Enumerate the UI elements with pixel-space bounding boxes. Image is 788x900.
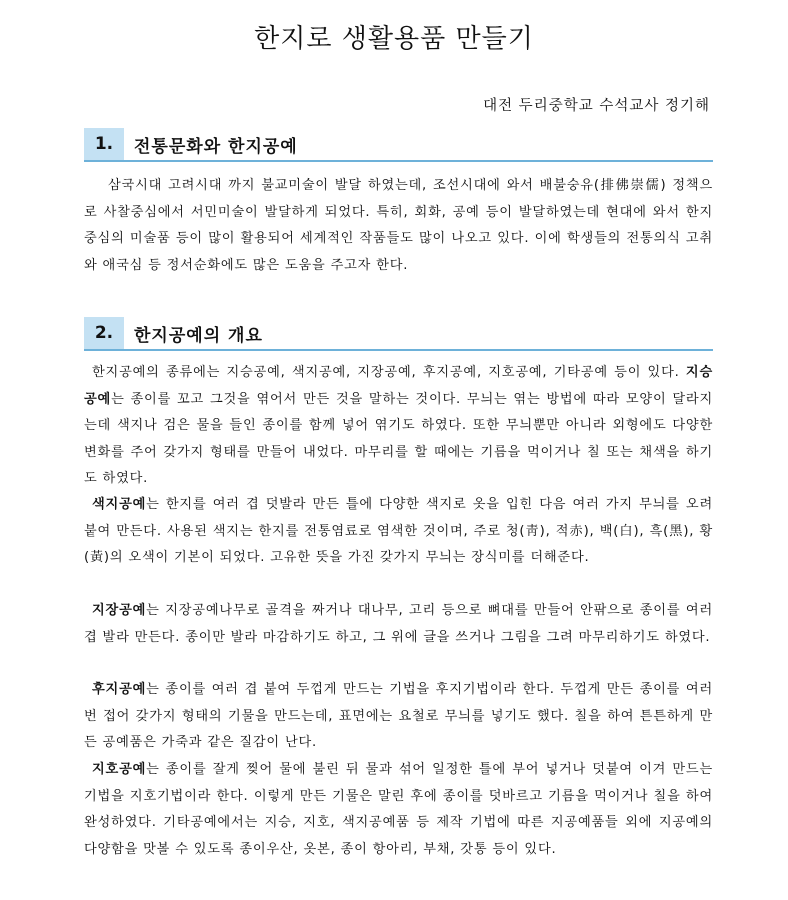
desc-jiseung: 는 종이를 꼬고 그것을 엮어서 만든 것을 말하는 것이다. 무늬는 엮는 방법에 따라 모양이 달라지는데 색지나 검은 물을 들인 종이를 함께 넣어 엮기도 하였다. 또한 무늬뿐만 아니라 외형에도 다양한 변화를 주어 갖가지 형태를 만들어 내었다. 마무리를 할 때에는 기름을 먹이거나 칠 또는 채색을 하기도 하였다. <box>84 391 713 486</box>
author-line: 대전 두리중학교 수석교사 정기해 <box>483 98 710 114</box>
section-2-paragraph-saekji <box>84 492 713 572</box>
section-1-heading <box>84 128 713 162</box>
term-jiseung: 지승공예 <box>84 365 713 407</box>
section-2-title: 한지공예의 개요 <box>134 325 263 346</box>
section-1-paragraph: 삼국시대 고려시대 까지 불교미술이 발달 하였는데, 조선시대에 와서 배불숭유(排佛崇儒) 정책으로 사찰중심에서 서민미술이 발달하게 되었다. 특히, 회화, 공예 등이 발달하였는데 현대에 와서 한지 중심의 미술품 등이 많이 활용되어 세계적인 작품들도 많이 나오고 있다. 이에 학생들의 전통의식 고취와 애국심 등 정서순화에도 많은 도움을 주고자 한다. <box>84 178 713 273</box>
section-2-intro: 한지공예의 종류에는 지승공예, 색지공예, 지장공예, 후지공예, 지호공예, 기타공예 등이 있다. <box>92 365 686 380</box>
term-jijang: 지장공예 <box>92 603 147 618</box>
section-2-paragraph-jiseung <box>84 360 713 493</box>
section-2-paragraph-huji <box>84 677 713 757</box>
term-saekji: 색지공예 <box>92 497 147 512</box>
section-2-paragraph-jijang <box>84 598 713 651</box>
section-2-heading <box>84 317 713 351</box>
term-huji: 후지공예 <box>92 682 147 697</box>
section-1-number: 1. <box>84 128 124 160</box>
desc-huji: 는 종이를 여러 겹 붙여 두껍게 만드는 기법을 후지기법이라 한다. 두껍게 만든 종이를 여러 번 접어 갖가지 형태의 기물을 만드는데, 표면에는 요철로 무늬를 넣기도 했다. 칠을 하여 튼튼하게 만든 공예품은 가죽과 같은 질감이 난다. <box>84 682 713 750</box>
section-2-paragraph-jiho <box>84 757 713 863</box>
desc-jiho: 는 종이를 잘게 찢어 물에 불린 뒤 물과 섞어 일정한 틀에 부어 넣거나 덧붙여 이겨 만드는 기법을 지호기법이라 한다. 이렇게 만든 기물은 말린 후에 종이를 덧바르고 기름을 먹이거나 칠을 하여 완성하였다. 기타공예에서는 지승, 지호, 색지공예품 등 제작 기법에 따른 지공예품들 외에 지공예의 다양함을 맛볼 수 있도록 종이우산, 옷본, 종이 항아리, 부채, 갓통 등이 있다. <box>84 762 713 857</box>
term-jiho: 지호공예 <box>92 762 147 777</box>
section-2-number: 2. <box>84 317 124 349</box>
page-title: 한지로 생활용품 만들기 <box>254 24 534 54</box>
desc-jijang: 는 지장공예나무로 골격을 짜거나 대나무, 고리 등으로 뼈대를 만들어 안팎으로 종이를 여러 겹 발라 만든다. 종이만 발라 마감하기도 하고, 그 위에 글을 쓰거나 그림을 그려 마무리하기도 하였다. <box>84 603 713 645</box>
section-1-title: 전통문화와 한지공예 <box>134 136 298 157</box>
desc-saekji: 는 한지를 여러 겹 덧발라 만든 틀에 다양한 색지로 옷을 입힌 다음 여러 가지 무늬를 오려 붙여 만든다. 사용된 색지는 한지를 전통염료로 염색한 것이며, 주로 청(靑), 적赤), 백(白), 흑(黑), 황(黃)의 오색이 기본이 되었다. 고유한 뜻을 가진 갖가지 무늬는 장식미를 더해준다. <box>84 497 713 565</box>
